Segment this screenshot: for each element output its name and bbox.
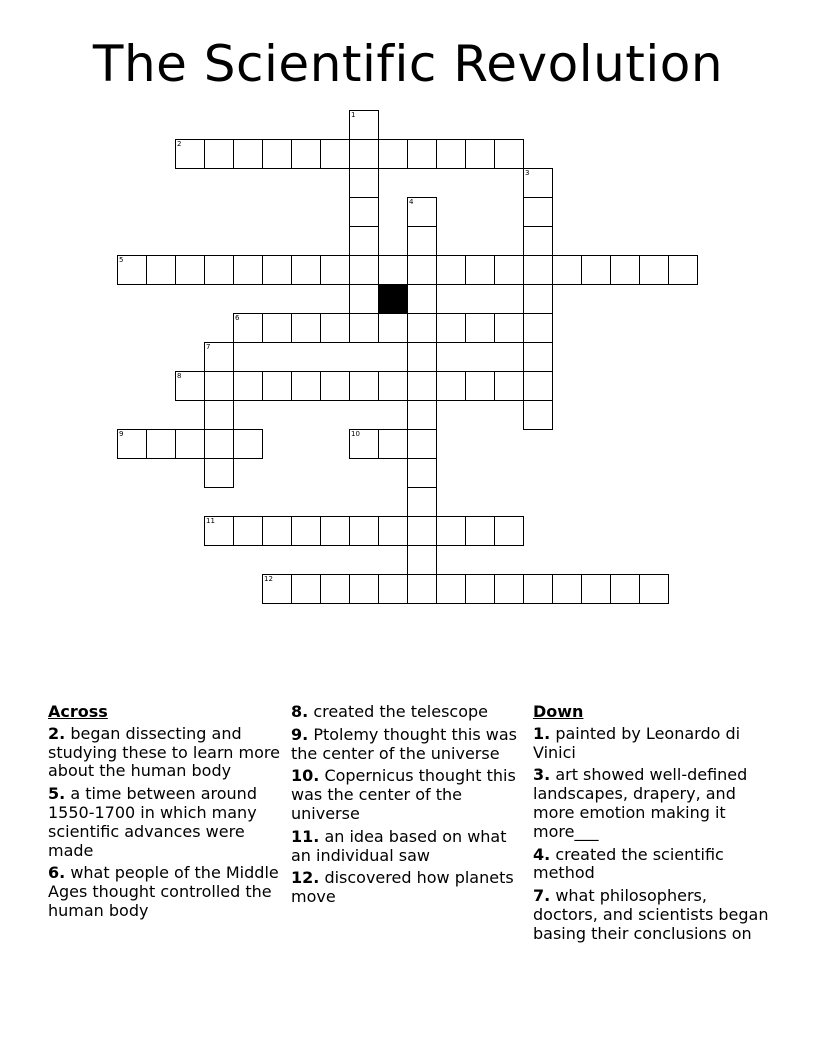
clue-number-label: 9. [291, 724, 309, 744]
crossword-cell[interactable] [349, 197, 379, 227]
crossword-cell[interactable] [291, 516, 321, 546]
crossword-cell[interactable] [378, 429, 408, 459]
clue-number-label: 7. [533, 886, 551, 906]
clues-column-1 [48, 703, 286, 925]
crossword-cell[interactable] [204, 429, 234, 459]
crossword-cell[interactable] [407, 458, 437, 488]
clue-text: Copernicus thought this was the center of the universe [291, 766, 516, 823]
crossword-cell[interactable] [204, 255, 234, 285]
clue-item [291, 869, 526, 907]
across-clue-list [48, 725, 286, 921]
crossword-cell[interactable] [523, 574, 553, 604]
crossword-cell[interactable] [349, 313, 379, 343]
crossword-cell[interactable] [407, 574, 437, 604]
crossword-cell[interactable] [581, 255, 611, 285]
crossword-cell[interactable] [349, 429, 379, 459]
crossword-cell[interactable] [320, 574, 350, 604]
down-clue-list [533, 725, 773, 944]
crossword-cell[interactable] [639, 574, 669, 604]
clue-number: 5 [119, 256, 124, 264]
crossword-cell[interactable] [291, 574, 321, 604]
crossword-cell[interactable] [581, 574, 611, 604]
clue-number: 12 [264, 575, 273, 583]
crossword-cell[interactable] [523, 284, 553, 314]
clue-text: a time between around 1550-1700 in which many scientific advances were made [48, 784, 257, 860]
crossword-cell[interactable] [436, 313, 466, 343]
crossword-cell[interactable] [407, 139, 437, 169]
crossword-cell[interactable] [204, 371, 234, 401]
crossword-cell[interactable] [262, 313, 292, 343]
crossword-cell[interactable] [204, 342, 234, 372]
crossword-cell[interactable] [494, 139, 524, 169]
crossword-cell[interactable] [465, 574, 495, 604]
clue-text: what people of the Middle Ages thought controlled the human body [48, 863, 279, 920]
crossword-cell[interactable] [407, 342, 437, 372]
clue-number: 9 [119, 430, 124, 438]
across-clue-list-continued [291, 703, 526, 907]
clue-number: 7 [206, 343, 211, 351]
crossword-cell[interactable] [175, 371, 205, 401]
crossword-cell[interactable] [175, 429, 205, 459]
crossword-cell[interactable] [204, 458, 234, 488]
clue-number-label: 1. [533, 723, 551, 743]
crossword-cell[interactable] [175, 139, 205, 169]
crossword-cell[interactable] [320, 255, 350, 285]
crossword-cell[interactable] [378, 255, 408, 285]
crossword-cell[interactable] [117, 255, 147, 285]
crossword-cell[interactable] [378, 371, 408, 401]
crossword-cell[interactable] [204, 400, 234, 430]
crossword-cell[interactable] [146, 429, 176, 459]
crossword-cell[interactable] [465, 516, 495, 546]
crossword-cell[interactable] [407, 400, 437, 430]
crossword-cell[interactable] [233, 516, 263, 546]
crossword-cell[interactable] [204, 139, 234, 169]
crossword-cell[interactable] [436, 139, 466, 169]
crossword-cell[interactable] [436, 371, 466, 401]
clues-column-3 [533, 703, 773, 948]
crossword-cell[interactable] [523, 197, 553, 227]
crossword-cell[interactable] [407, 545, 437, 575]
crossword-cell[interactable] [407, 226, 437, 256]
crossword-cell[interactable] [407, 429, 437, 459]
crossword-cell[interactable] [204, 516, 234, 546]
clue-number-label: 12. [291, 868, 320, 888]
clue-text: Ptolemy thought this was the center of the universe [291, 724, 517, 763]
crossword-cell[interactable] [175, 255, 205, 285]
crossword-cell[interactable] [436, 255, 466, 285]
crossword-cell[interactable] [349, 574, 379, 604]
crossword-cell[interactable] [117, 429, 147, 459]
clue-item [533, 887, 773, 943]
clue-text: discovered how planets move [291, 868, 514, 907]
crossword-cell[interactable] [523, 255, 553, 285]
crossword-cell[interactable] [494, 371, 524, 401]
clue-number: 1 [351, 111, 356, 119]
clue-number-label: 3. [533, 765, 551, 785]
clue-number: 4 [409, 198, 414, 206]
crossword-cell[interactable] [407, 371, 437, 401]
crossword-cell[interactable] [465, 313, 495, 343]
clue-text: created the scientific method [533, 844, 724, 883]
clue-item [48, 725, 286, 781]
crossword-cell[interactable] [668, 255, 698, 285]
crossword-cell[interactable] [320, 313, 350, 343]
clue-number-label: 5. [48, 784, 66, 804]
crossword-cell[interactable] [407, 313, 437, 343]
crossword-block [378, 284, 408, 314]
crossword-cell[interactable] [407, 284, 437, 314]
crossword-cell[interactable] [523, 371, 553, 401]
crossword-cell[interactable] [262, 574, 292, 604]
crossword-cell[interactable] [291, 139, 321, 169]
crossword-cell[interactable] [436, 574, 466, 604]
crossword-cell[interactable] [349, 371, 379, 401]
crossword-cell[interactable] [349, 284, 379, 314]
crossword-cell[interactable] [436, 516, 466, 546]
clue-item [533, 846, 773, 884]
clue-number-label: 4. [533, 844, 551, 864]
crossword-cell[interactable] [233, 255, 263, 285]
clue-item [291, 703, 526, 722]
crossword-cell[interactable] [262, 255, 292, 285]
crossword-cell[interactable] [233, 139, 263, 169]
clue-number: 6 [235, 314, 240, 322]
clue-text: created the telescope [313, 702, 489, 721]
crossword-cell[interactable] [291, 313, 321, 343]
crossword-cell[interactable] [552, 574, 582, 604]
clue-text: art showed well-defined landscapes, drapery, and more emotion making it more___ [533, 765, 748, 841]
clue-number-label: 10. [291, 766, 320, 786]
crossword-cell[interactable] [378, 313, 408, 343]
across-heading: Across [48, 702, 108, 721]
crossword-cell[interactable] [407, 487, 437, 517]
crossword-cell[interactable] [349, 516, 379, 546]
crossword-cell[interactable] [378, 139, 408, 169]
crossword-cell[interactable] [320, 139, 350, 169]
crossword-cell[interactable] [378, 516, 408, 546]
clue-number: 8 [177, 372, 182, 380]
clue-text: an idea based on what an individual saw [291, 826, 507, 865]
crossword-cell[interactable] [262, 139, 292, 169]
crossword-cell[interactable] [639, 255, 669, 285]
clue-text: began dissecting and studying these to learn more about the human body [48, 723, 280, 781]
crossword-cell[interactable] [407, 197, 437, 227]
crossword-cell[interactable] [552, 255, 582, 285]
crossword-cell[interactable] [465, 371, 495, 401]
clue-item [533, 725, 773, 763]
crossword-cell[interactable] [320, 371, 350, 401]
clue-number: 10 [351, 430, 360, 438]
crossword-cell[interactable] [494, 313, 524, 343]
crossword-cell[interactable] [494, 255, 524, 285]
crossword-cell[interactable] [523, 400, 553, 430]
clue-text: what philosophers, doctors, and scientists began basing their conclusions on [533, 886, 769, 943]
crossword-cell[interactable] [610, 255, 640, 285]
crossword-cell[interactable] [349, 139, 379, 169]
clue-number: 2 [177, 140, 182, 148]
crossword-cell[interactable] [233, 371, 263, 401]
clue-number: 11 [206, 517, 215, 525]
crossword-cell[interactable] [378, 574, 408, 604]
crossword-cell[interactable] [291, 371, 321, 401]
clue-number-label: 2. [48, 723, 66, 743]
crossword-cell[interactable] [291, 255, 321, 285]
clue-item [48, 864, 286, 920]
crossword-cell[interactable] [407, 516, 437, 546]
crossword-cell[interactable] [523, 313, 553, 343]
clue-item [291, 828, 526, 866]
crossword-cell[interactable] [465, 139, 495, 169]
crossword-cell[interactable] [349, 110, 379, 140]
clue-item [48, 785, 286, 860]
crossword-cell[interactable] [407, 255, 437, 285]
crossword-cell[interactable] [523, 342, 553, 372]
crossword-cell[interactable] [233, 313, 263, 343]
crossword-cell[interactable] [262, 516, 292, 546]
clue-number-label: 6. [48, 863, 66, 883]
clue-item [291, 767, 526, 823]
clue-item [533, 766, 773, 841]
crossword-cell[interactable] [465, 255, 495, 285]
crossword-cell[interactable] [494, 574, 524, 604]
crossword-cell[interactable] [262, 371, 292, 401]
crossword-cell[interactable] [523, 226, 553, 256]
clue-number: 3 [525, 169, 530, 177]
crossword-cell[interactable] [610, 574, 640, 604]
clue-text: painted by Leonardo di Vinici [533, 723, 741, 762]
clue-number-label: 8. [291, 702, 309, 721]
crossword-cell[interactable] [349, 168, 379, 198]
crossword-cell[interactable] [320, 516, 350, 546]
page-title: The Scientific Revolution [92, 35, 724, 93]
clues-column-2 [291, 703, 526, 911]
crossword-cell[interactable] [349, 226, 379, 256]
crossword-cell[interactable] [523, 168, 553, 198]
crossword-cell[interactable] [146, 255, 176, 285]
clue-number-label: 11. [291, 826, 320, 846]
clue-item [291, 726, 526, 764]
crossword-cell[interactable] [233, 429, 263, 459]
crossword-cell[interactable] [349, 255, 379, 285]
crossword-cell[interactable] [494, 516, 524, 546]
down-heading: Down [533, 702, 584, 721]
